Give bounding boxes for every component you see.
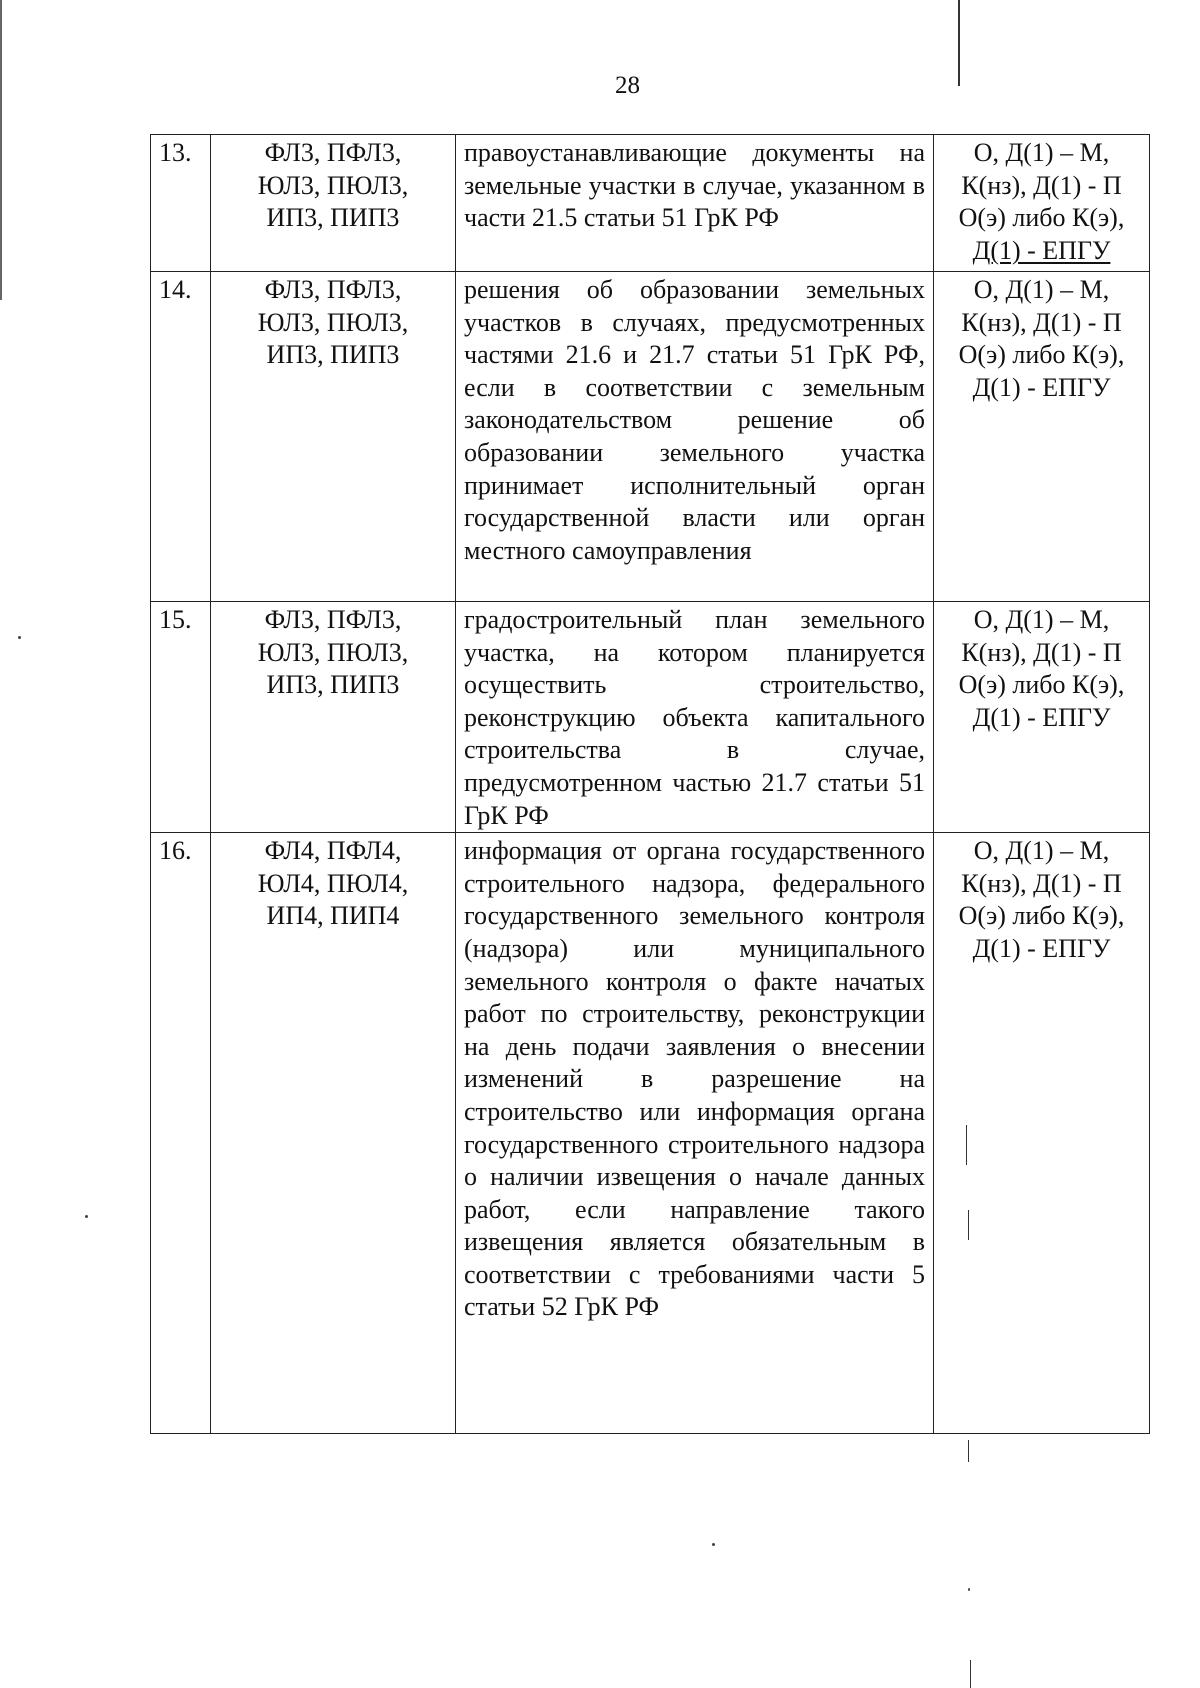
row-number: 13. <box>151 135 211 272</box>
document-description: информация от органа государственного строительного надзора, федерального государственного земельного контроля (надзора) или муниципального земельного контроля о факте начатых работ по строительству, реконструкции на день подачи заявления о внесении изменений в разрешение на строительство или информация органа государственного строительного надзора о наличии извещения о начале данных работ, если направление такого извещения является обязательным в соответствии с требованиями части 5 статьи 52 ГрК РФ <box>456 833 934 1434</box>
page-number: 28 <box>615 72 640 99</box>
scan-speck <box>712 1543 715 1546</box>
scan-mark-line <box>970 1660 971 1688</box>
document-description: градостроительный план земельного участка, на котором планируется осуществить строительство, реконструкцию объекта капитального строительства в случае, предусмотренном частью 21.7 статьи 51 ГрК РФ <box>456 602 934 833</box>
scan-speck <box>968 1588 970 1591</box>
table-row <box>151 135 1150 272</box>
document-description: решения об образовании земельных участков в случаях, предусмотренных частями 21.6 и 21.7 статьи 51 ГрК РФ, если в соответствии с земельным законодательством решение об образовании земельного участка принимает исполнительный орган государственной власти или орган местного самоуправления <box>456 272 934 602</box>
scan-mark-line <box>968 1210 969 1240</box>
submission-forms: О, Д(1) – М, К(нз), Д(1) - П О(э) либо К(э), Д(1) - ЕПГУ <box>934 272 1150 602</box>
scan-mark-line <box>966 1125 967 1165</box>
row-number: 15. <box>151 602 211 833</box>
submission-forms: О, Д(1) – М, К(нз), Д(1) - П О(э) либо К(э), Д(1) - ЕПГУ <box>934 833 1150 1434</box>
table-row <box>151 602 1150 833</box>
scan-speck <box>18 636 21 639</box>
table-row <box>151 833 1150 1434</box>
document-description: правоустанавливающие документы на земельные участки в случае, указанном в части 21.5 статьи 51 ГрК РФ <box>456 135 934 272</box>
row-number: 14. <box>151 272 211 602</box>
applicant-codes: ФЛ4, ПФЛ4, ЮЛ4, ПЮЛ4, ИП4, ПИП4 <box>211 833 456 1434</box>
scan-mark-line <box>958 0 960 86</box>
scan-mark-line <box>968 1440 969 1462</box>
submission-forms: О, Д(1) – М, К(нз), Д(1) - П О(э) либо К(э), Д(1) - ЕПГУ <box>934 602 1150 833</box>
applicant-codes: ФЛ3, ПФЛ3, ЮЛ3, ПЮЛ3, ИП3, ПИП3 <box>211 602 456 833</box>
submission-forms: О, Д(1) – М, К(нз), Д(1) - П О(э) либо К(э), Д(1) - ЕПГУ <box>934 135 1150 272</box>
document-table <box>150 134 1150 1434</box>
table-row <box>151 272 1150 602</box>
scan-edge-line <box>0 0 2 300</box>
applicant-codes: ФЛ3, ПФЛ3, ЮЛ3, ПЮЛ3, ИП3, ПИП3 <box>211 272 456 602</box>
row-number: 16. <box>151 833 211 1434</box>
scan-speck <box>85 1215 88 1218</box>
applicant-codes: ФЛ3, ПФЛ3, ЮЛ3, ПЮЛ3, ИП3, ПИП3 <box>211 135 456 272</box>
